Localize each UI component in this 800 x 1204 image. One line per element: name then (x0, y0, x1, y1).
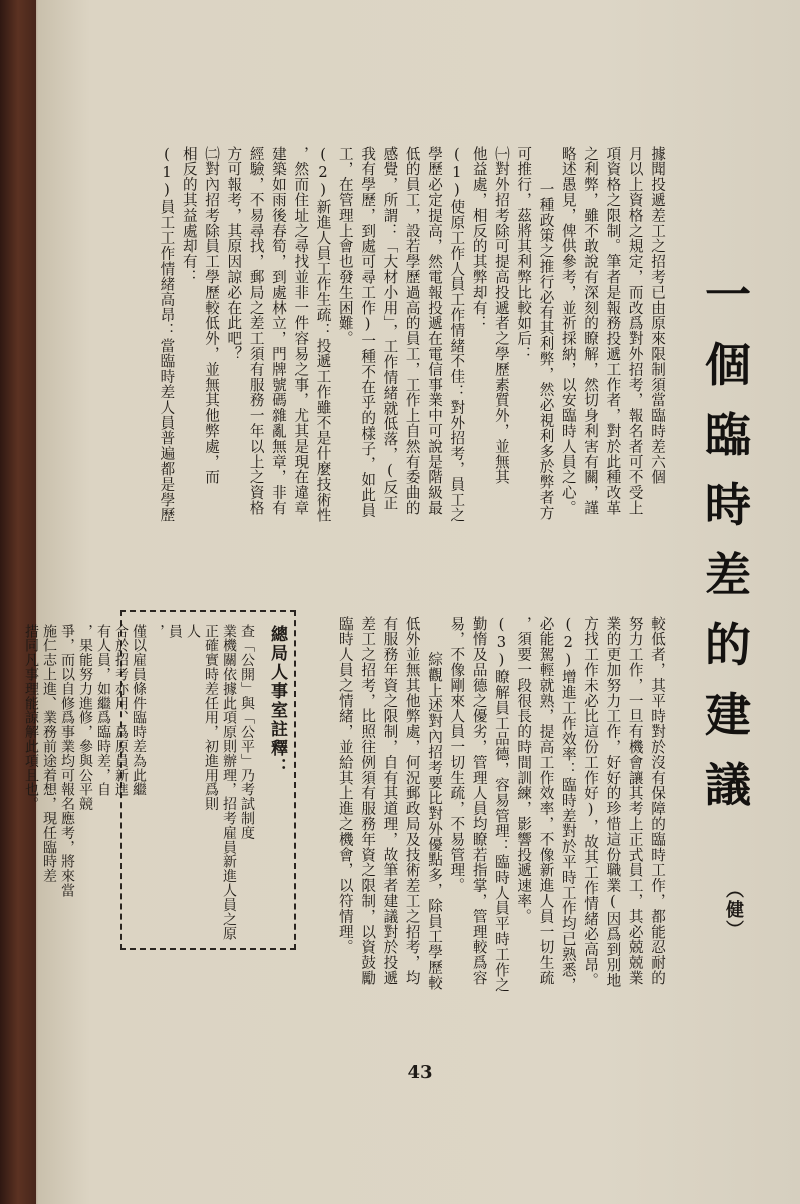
title-char: 一 (705, 268, 751, 322)
annotation-title: 總局人事室註釋： (267, 625, 287, 777)
title-char: 的 (705, 618, 751, 672)
article-title (688, 250, 768, 812)
book-spine (0, 0, 36, 1204)
upper-body-text: 據聞投遞差工之招考已由原來限制須當臨時差六個 月以上資格之規定，而改爲對外招考，報名者可不受上 項資格之限制。筆者是報務投遞工作者，對於此種改革 之利弊，雖不敢說有深刻的瞭解，然切身利害有關，謹 略述愚見，俾供參考，並祈採納，以安臨時人員之心。 一種政策之推行必有其利弊，然必視利多於弊者方 可推行，茲將其利弊比較如后： ㈠對外招考除可提高投遞者之學歷素質外，並無其 他益處，相反的其弊却有： (1)使原工作人員工作情緒不佳：對外招考，員工之 學歷必定提高，然電報投遞在電信事業中可說是階級最 低的員工，設若學歷過高的員工，工作上自然有委曲的 感覺，所謂：「大材小用」，工作情緒就低落，(反正 我有學歷，到處可尋工作)一種不在乎的樣子，如此員 工，在管理上會也發生困難。 (2)新進人員工作生疏：投遞工作雖不是什麼技術性 ，然而住址之尋找並非一件容易之事，尤其是現在違章 建築如雨後春筍，到處林立，門牌號碼雜亂無章，非有 經驗，不易尋找，郵局之差工須有服務一年以上之資格 方可報考，其原因諒必在此吧？ ㈡對內招考除員工學歷較低外，並無其他弊處，而 相反的其益處却有： (1)員工工作情緒高昂：當臨時差人員普遍都是學歷 (158, 146, 666, 523)
title-char: 議 (705, 758, 751, 812)
title-char: 差 (705, 548, 751, 602)
author-byline: （健） (723, 880, 744, 940)
title-char: 臨 (705, 408, 751, 462)
annotation-text: 查「公開」與「公平」乃考試制度 業機關依據此項原則辦理，招考雇員新進人員之原 正確實時差任用，初進用爲則 人 員 ， 僅以雇員條件臨時差為此繼 合於招考亦用、爲原員新進 有人員，如繼爲臨時差，自 ，果能努力進修，參與公平競 爭，而以自修爲事業均可報名應考，將來當 施仁志上進、業務前途着想，現任臨時差 措同凡事理能諒解此項且也。 (23, 624, 255, 941)
title-char: 個 (705, 338, 751, 392)
title-char: 建 (705, 688, 751, 742)
lower-body-text: 較低者，其平時對於沒有保障的臨時工作，都能忍耐的 努力工作，一旦有機會讓其考上正式員工，其必兢兢業 業的更加努力工作，好好的珍惜這份職業(因爲到別地 方找工作未必比這份工作好)，故其工作情緒必高昂。 (2)增進工作效率：臨時差對於平時工作均已熟悉， 必能駕輕就熟，提高工作效率，不像新進人員一切生疏 ，須要一段很長的時間訓練，影響投遞速率。 (3)瞭解員工品德，容易管理：臨時人員平時工作之 勤惰及品德之優劣，管理人員均瞭若指掌，管理較爲容 易，不像剛來人員一切生疏，不易管理。 綜觀上述對內招考要比對外優點多，除員工學歷較 低外並無其他弊處，何況郵政局及技術差工之招考，均 有服務年資之限制，自有其道理，故筆者建議對於投遞 差工之招考，比照往例須有服務年資之限制，以資鼓勵 臨時人員之情緒，並給其上進之機會，以符情理。 (336, 616, 666, 993)
title-char: 時 (705, 478, 751, 532)
page-number: 43 (407, 1062, 433, 1083)
